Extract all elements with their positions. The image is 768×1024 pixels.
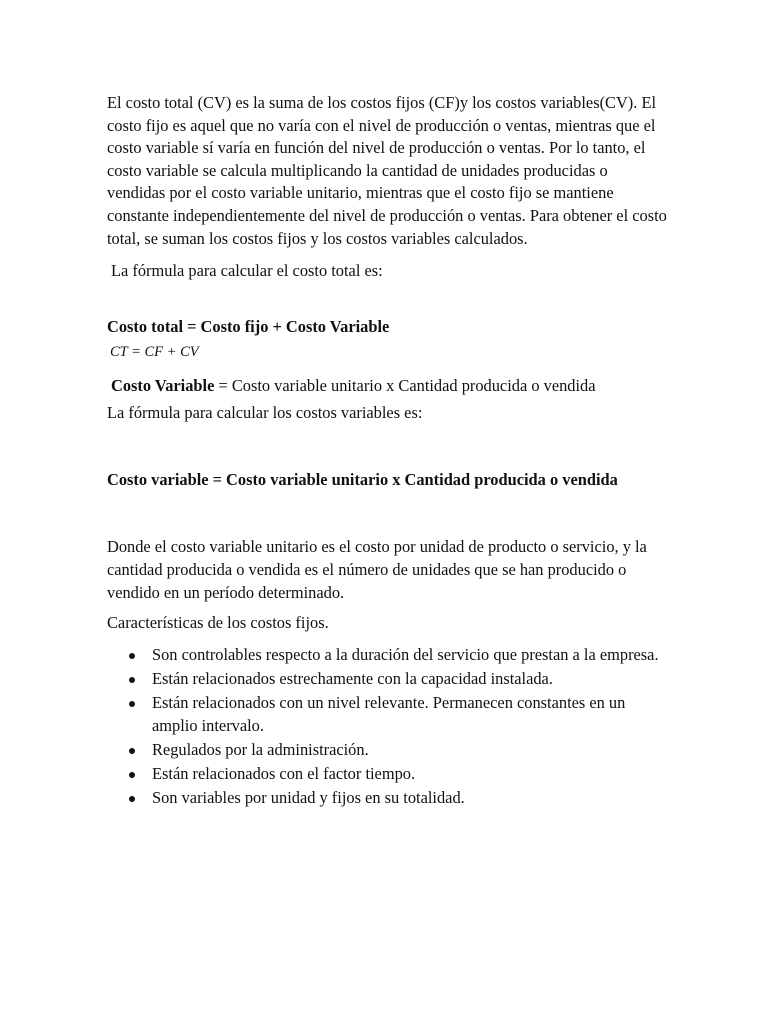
- total-cost-formula: Costo total = Costo fijo + Costo Variable: [107, 316, 390, 336]
- bullet-icon: [129, 748, 135, 754]
- list-item-text: Son variables por unidad y fijos en su totalidad.: [152, 788, 465, 808]
- list-item: [107, 739, 667, 762]
- list-item: [107, 692, 667, 737]
- variable-cost-formula: Costo variable = Costo variable unitario x Cantidad producida o vendida: [107, 470, 618, 490]
- list-item-text: Están relacionados con un nivel relevante. Permanecen constantes en un amplio intervalo.: [152, 693, 626, 735]
- cost-equation: CT = CF + CV: [110, 343, 199, 360]
- list-item-text: Están relacionados con el factor tiempo.: [152, 764, 416, 784]
- formula-intro-text: La fórmula para calcular el costo total es:: [111, 261, 383, 281]
- list-item-text: Están relacionados estrechamente con la capacidad instalada.: [152, 668, 553, 688]
- bullet-icon: [129, 772, 135, 778]
- variable-formula-intro-text: La fórmula para calcular los costos variables es:: [107, 402, 423, 422]
- bullet-icon: [129, 796, 135, 802]
- bullet-icon: [129, 701, 135, 707]
- document-page: [107, 92, 667, 811]
- list-item: [107, 763, 667, 786]
- list-item: [107, 644, 667, 667]
- list-item: [107, 668, 667, 691]
- bullet-icon: [129, 677, 135, 683]
- list-item-text: Regulados por la administración.: [152, 739, 369, 759]
- explanation-paragraph: Donde el costo variable unitario es el costo por unidad de producto o servicio, y la cantidad producida o vendida es el número de unidades que se han producido o vendido en un período determinado.: [107, 537, 647, 602]
- variable-cost-term: Costo Variable: [111, 375, 215, 395]
- list-item-text: Son controlables respecto a la duración del servicio que prestan a la empresa.: [152, 644, 659, 664]
- fixed-costs-heading: Características de los costos fijos.: [107, 613, 329, 633]
- bullet-icon: [129, 653, 135, 659]
- variable-cost-definition: [111, 375, 667, 397]
- intro-paragraph: El costo total (CV) es la suma de los costos fijos (CF)y los costos variables(CV). El costo fijo es aquel que no varía con el nivel de producción o ventas, mientras que el costo variable sí varía en función del nivel de producción o ventas. Por lo tanto, el costo variable se calcula multiplicando la cantidad de unidades producidas o vendidas por el costo variable unitario, mientras que el costo fijo se mantiene constante independientemente del nivel de producción o ventas. Para obtener el costo total, se suman los costos fijos y los costos variables calculados.: [107, 93, 667, 248]
- variable-cost-expression: = Costo variable unitario x Cantidad producida o vendida: [214, 375, 596, 395]
- list-item: [107, 787, 667, 810]
- fixed-costs-list: [107, 644, 667, 810]
